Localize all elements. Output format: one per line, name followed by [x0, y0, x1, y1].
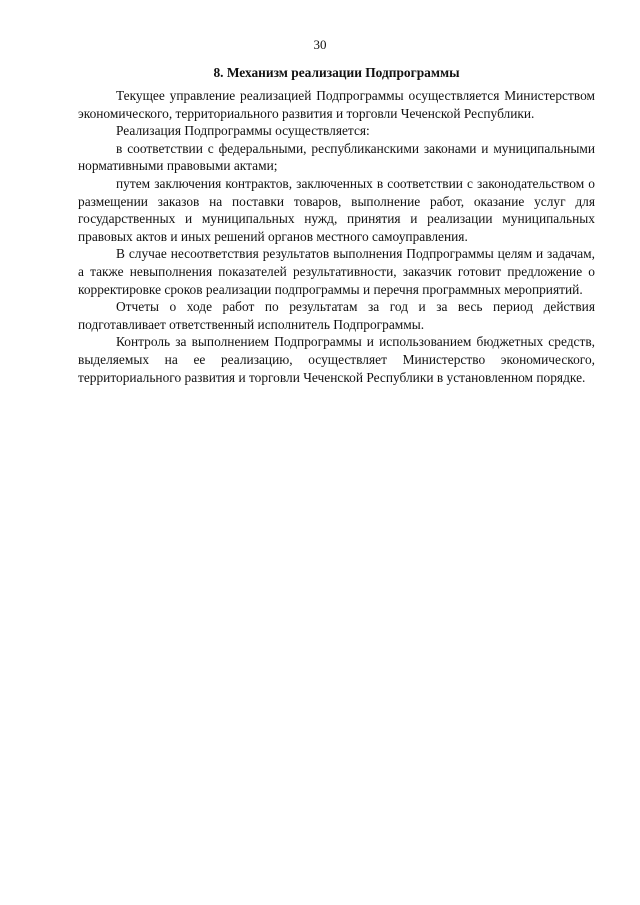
paragraph-control: Контроль за выполнением Подпрограммы и использованием бюджетных средств, выделяемых на ее реализацию, осуществляет Министерство экономического, территориального развития и торговли Чеченской Республики в установленном порядке.	[78, 334, 595, 385]
document-body	[78, 64, 595, 386]
paragraph-implementation-intro: Реализация Подпрограммы осуществляется:	[116, 123, 370, 139]
page-number: 30	[313, 37, 327, 52]
paragraph-laws: в соответствии с федеральными, республиканскими законами и муниципальными нормативными правовыми актами;	[78, 140, 595, 174]
paragraph-reports: Отчеты о ходе работ по результатам за год и за весь период действия подготавливает ответственный исполнитель Подпрограммы.	[78, 299, 595, 332]
paragraph-contracts: путем заключения контрактов, заключенных в соответствии с законодательством о размещении заказов на поставки товаров, выполнение работ, оказание услуг для государственных и муниципальных нужд, принятия и реализации муниципальных правовых актов и иных решений органов местного самоуправления.	[78, 175, 595, 244]
paragraph-current-management: Текущее управление реализацией Подпрограммы осуществляется Министерством экономического, территориального развития и торговли Чеченской Республики.	[78, 88, 595, 121]
section-title: 8. Механизм реализации Подпрограммы	[213, 65, 460, 80]
paragraph-non-compliance: В случае несоответствия результатов выполнения Подпрограммы целям и задачам, а также невыполнения показателей результативности, заказчик готовит предложение о корректировке сроков реализации подпрограммы и перечня программных мероприятий.	[78, 246, 595, 297]
